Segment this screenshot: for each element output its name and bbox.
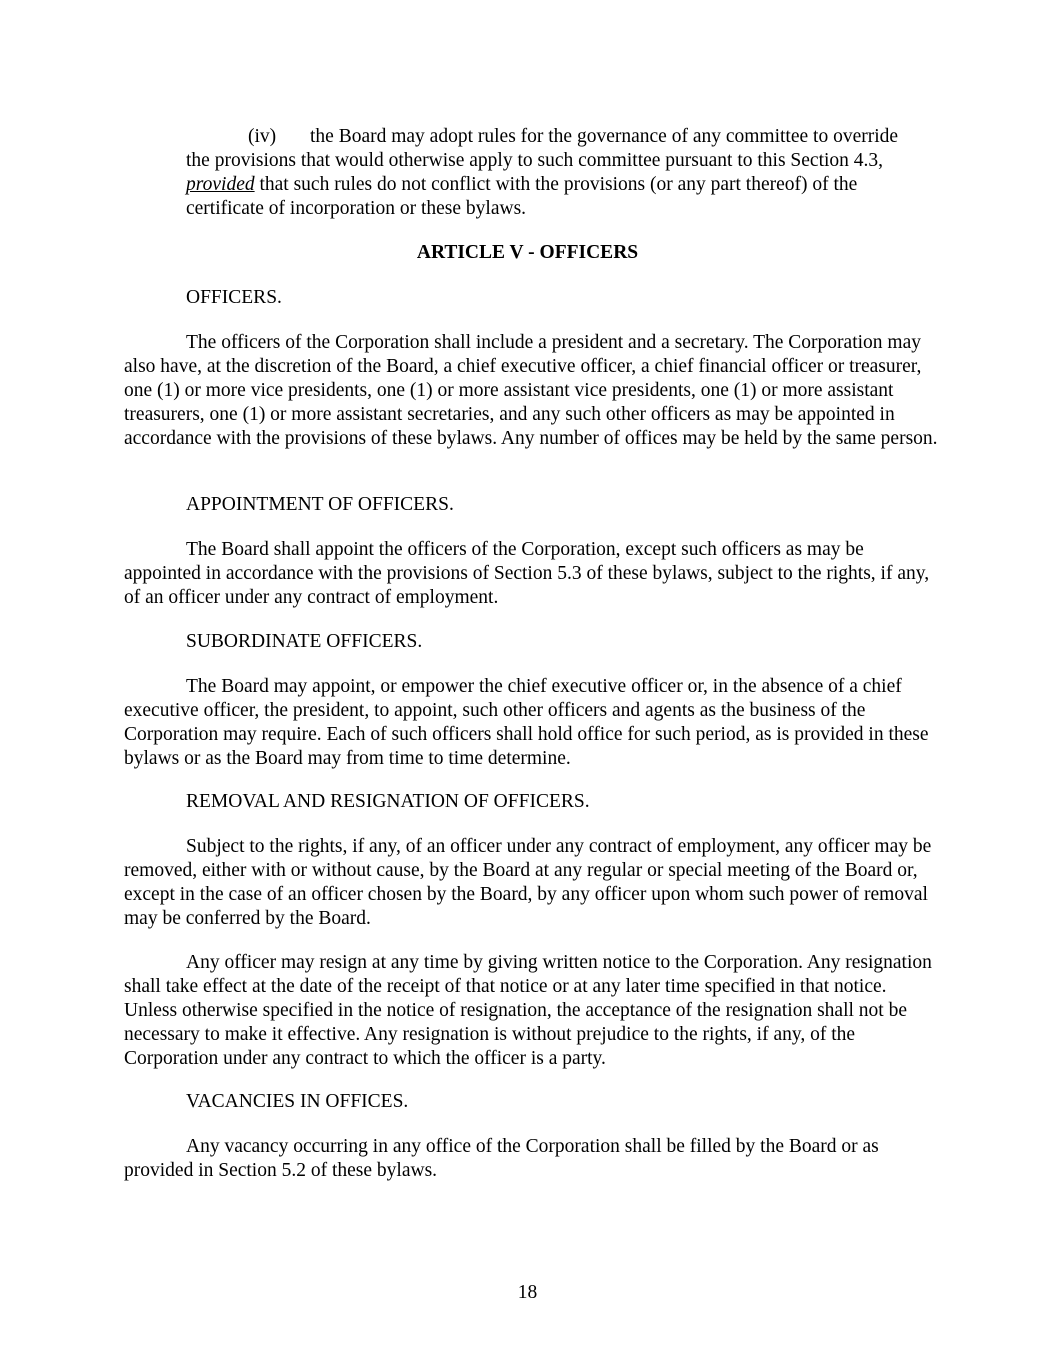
paragraph-resignation [124, 951, 939, 1071]
paragraph-text: The Board may appoint, or empower the chief executive officer or, in the absence of a chief executive officer, the president, to appoint, such other officers and agents as the business of the Corporation may require. Each of such officers shall hold office for such period, as is provided in these bylaws or as the Board may from time to time determine. [124, 676, 929, 769]
clause-iv [186, 125, 906, 221]
paragraph-text: The officers of the Corporation shall include a president and a secretary. The Corporation may also have, at the discretion of the Board, a chief executive officer, a chief financial officer or treasurer, one (1) or more vice presidents, one (1) or more assistant vice presidents, one (1) or more assistant treasurers, one (1) or more assistant secretaries, and any such other officers as may be appointed in accordance with the provisions of these bylaws. Any number of offices may be held by the same person. [124, 332, 938, 449]
paragraph-text: Any officer may resign at any time by giving written notice to the Corporation. Any resignation shall take effect at the date of the receipt of that notice or at any later time specified in that notice. Unless otherwise specified in the notice of resignation, the acceptance of the resignation shall not be necessary to make it effective. Any resignation is without prejudice to the rights, if any, of the Corporation under any contract to which the officer is a party. [124, 952, 932, 1069]
heading-officers: OFFICERS. [186, 287, 282, 308]
heading-removal: REMOVAL AND RESIGNATION OF OFFICERS. [186, 791, 590, 812]
clause-number: (iv) [248, 126, 277, 147]
page-number: 18 [517, 1282, 538, 1303]
provided-emphasis: provided [186, 174, 255, 195]
paragraph-officers [124, 331, 939, 451]
paragraph-subordinate [124, 675, 939, 771]
clause-text-before: the Board may adopt rules for the governance of any committee to override the provisions that would otherwise apply to such committee pursuant to this Section 4.3, [186, 126, 899, 171]
heading-subordinate: SUBORDINATE OFFICERS. [186, 631, 423, 652]
paragraph-appointment [124, 538, 939, 610]
heading-vacancies: VACANCIES IN OFFICES. [186, 1091, 409, 1112]
paragraph-vacancies [124, 1135, 939, 1183]
paragraph-text: The Board shall appoint the officers of the Corporation, except such officers as may be appointed in accordance with the provisions of Section 5.3 of these bylaws, subject to the rights, if any, of an officer under any contract of employment. [124, 539, 930, 608]
paragraph-removal [124, 835, 939, 931]
paragraph-text: Subject to the rights, if any, of an officer under any contract of employment, any officer may be removed, either with or without cause, by the Board at any regular or special meeting of the Board or, except in the case of an officer chosen by the Board, by any officer upon whom such power of removal may be conferred by the Board. [124, 836, 932, 929]
heading-appointment: APPOINTMENT OF OFFICERS. [186, 494, 454, 515]
paragraph-text: Any vacancy occurring in any office of the Corporation shall be filled by the Board or as provided in Section 5.2 of these bylaws. [124, 1136, 879, 1181]
clause-text-after: that such rules do not conflict with the provisions (or any part thereof) of the certificate of incorporation or these bylaws. [186, 174, 858, 219]
article-title: ARTICLE V - OFFICERS [416, 242, 639, 263]
